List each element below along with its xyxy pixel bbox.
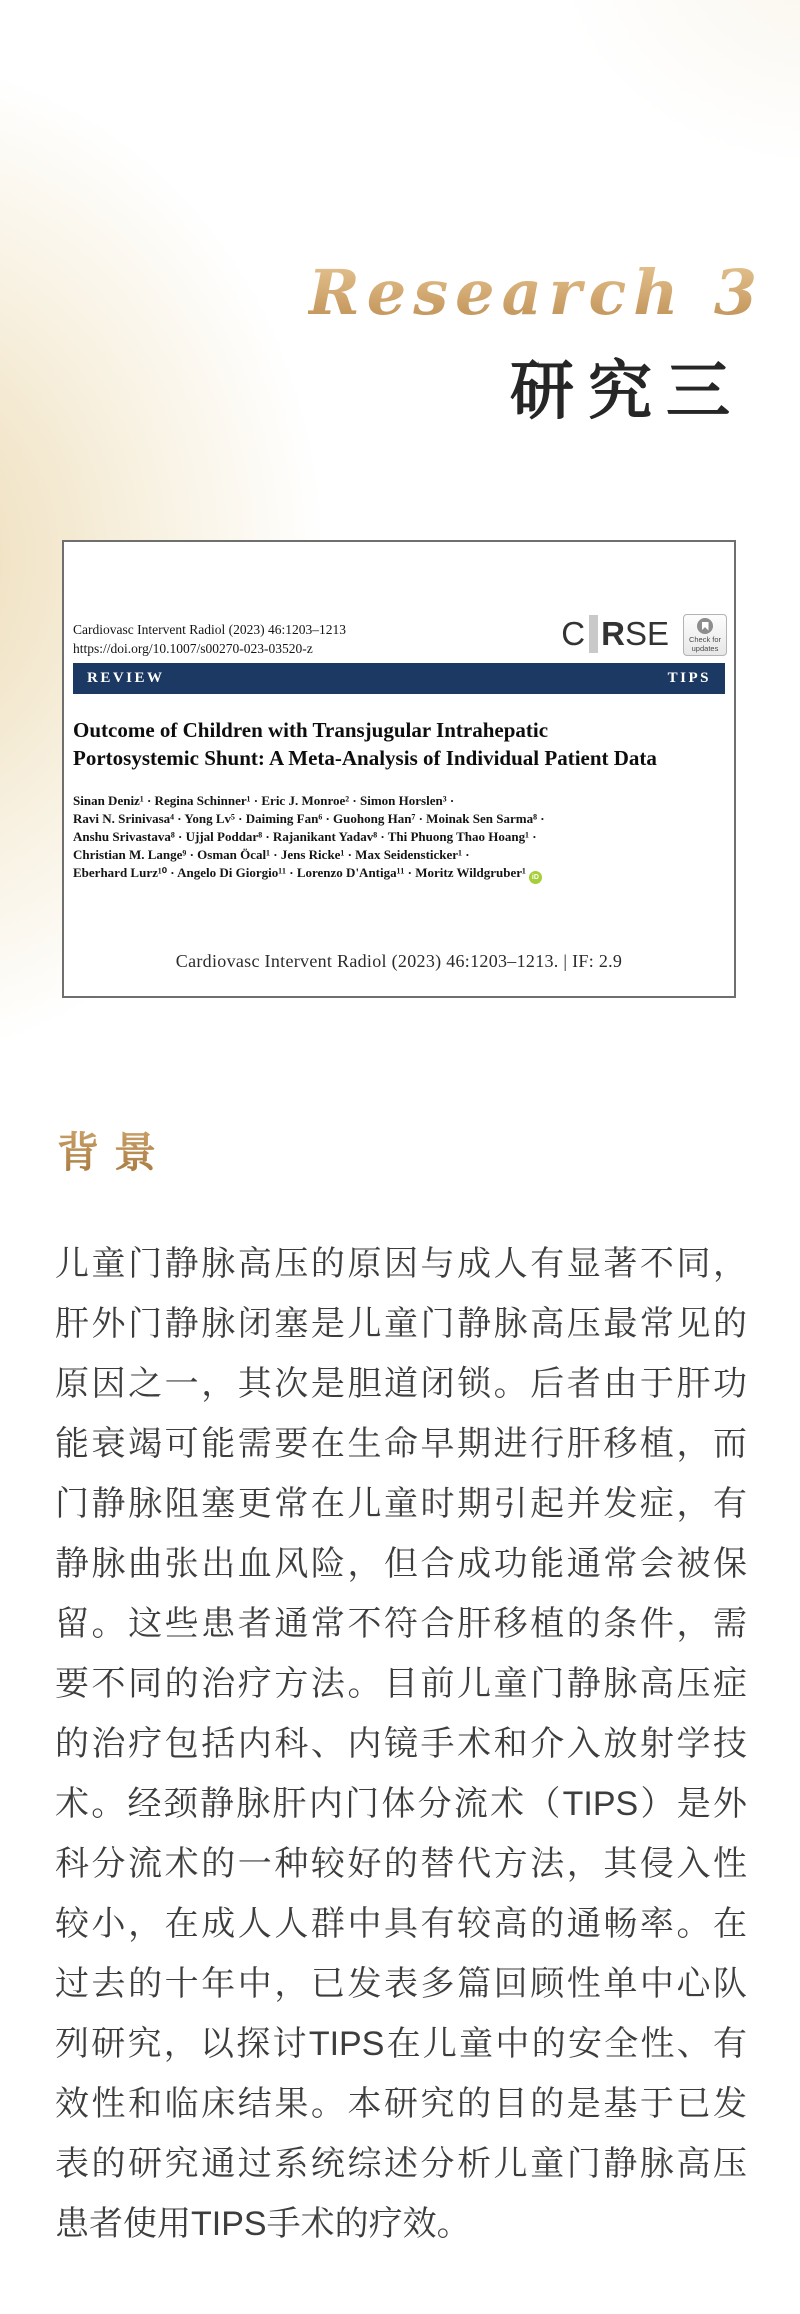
body-line: 科分流术的一种较好的替代方法，其侵入性 [55, 1845, 747, 1883]
cirse-letter-c: C [561, 615, 587, 652]
orcid-icon: iD [529, 871, 542, 884]
cirse-logo [561, 614, 669, 654]
banner-tips-label: TIPS [667, 670, 711, 686]
bookmark-circle-icon [697, 618, 713, 634]
body-line: 表的研究通过系统综述分析儿童门静脉高压 [55, 2145, 747, 2183]
body-line: 术。经颈静脉肝内门体分流术（TIPS）是外 [55, 1785, 747, 1823]
body-line: 患者使用TIPS手术的疗效。 [55, 2205, 471, 2243]
body-line: 要不同的治疗方法。目前儿童门静脉高压症 [55, 1665, 747, 1703]
cirse-letters-se: SE [624, 615, 669, 652]
cirse-letter-r: R [601, 615, 625, 652]
journal-line: Cardiovasc Intervent Radiol (2023) 46:1203–1213 [73, 622, 346, 637]
section-heading-background: 背景 [57, 1120, 171, 1180]
author-line [73, 864, 723, 884]
author-line-text: Eberhard Lurz¹⁰ · Angelo Di Giorgio¹¹ · Lorenzo D'Antiga¹¹ · Moritz Wildgruber¹ [73, 865, 526, 880]
author-line: Ravi N. Srinivasa⁴ · Yong Lv⁵ · Daiming Fan⁶ · Guohong Han⁷ · Moinak Sen Sarma⁸ · [73, 811, 545, 826]
logo-block [561, 614, 727, 656]
body-line: 儿童门静脉高压的原因与成人有显著不同， [55, 1245, 747, 1283]
body-paragraph [55, 1234, 747, 2254]
body-line: 能衰竭可能需要在生命早期进行肝移植，而 [55, 1425, 747, 1463]
review-banner [73, 663, 725, 694]
paper-title-line: Outcome of Children with Transjugular Intrahepatic [73, 718, 549, 742]
body-line: 原因之一，其次是胆道闭锁。后者由于肝功 [55, 1365, 747, 1403]
body-line: 较小，在成人人群中具有较高的通畅率。在 [55, 1905, 747, 1943]
body-line: 的治疗包括内科、内镜手术和介入放射学技 [55, 1725, 747, 1763]
body-line: 留。这些患者通常不符合肝移植的条件，需 [55, 1605, 747, 1643]
author-line: Anshu Srivastava⁸ · Ujjal Poddar⁸ · Rajanikant Yadav⁸ · Thi Phuong Thao Hoang¹ · [73, 829, 537, 844]
banner-review-label: REVIEW [87, 670, 165, 686]
paper-title [73, 716, 713, 772]
cirse-bar-icon [589, 615, 598, 653]
check-for-updates-badge [683, 614, 727, 656]
body-line: 效性和临床结果。本研究的目的是基于已发 [55, 2085, 747, 2123]
body-line: 门静脉阻塞更常在儿童时期引起并发症，有 [55, 1485, 747, 1523]
citation-line: Cardiovasc Intervent Radiol (2023) 46:1203–1213. | IF: 2.9 [175, 951, 623, 971]
body-line: 列研究，以探讨TIPS在儿童中的安全性、有 [55, 2025, 747, 2063]
check-for-updates-label: Check for updates [688, 635, 722, 653]
header-cn-title: 研究三 [510, 354, 744, 429]
body-line: 过去的十年中，已发表多篇回顾性单中心队 [55, 1965, 747, 2003]
paper-card [62, 540, 736, 998]
author-list [73, 792, 723, 884]
body-line: 肝外门静脉闭塞是儿童门静脉高压最常见的 [55, 1305, 747, 1343]
author-line: Sinan Deniz¹ · Regina Schinner¹ · Eric J. Monroe² · Simon Horslen³ · [73, 793, 455, 808]
header-script-title: Research 3 [308, 256, 764, 329]
bookmark-icon [702, 622, 709, 631]
doi-line: https://doi.org/10.1007/s00270-023-03520-z [73, 641, 313, 656]
author-line: Christian M. Lange⁹ · Osman Öcal¹ · Jens Ricke¹ · Max Seidensticker¹ · [73, 847, 470, 862]
paper-title-line: Portosystemic Shunt: A Meta-Analysis of Individual Patient Data [73, 746, 657, 770]
body-line: 静脉曲张出血风险，但合成功能通常会被保 [55, 1545, 747, 1583]
journal-info [73, 620, 346, 658]
